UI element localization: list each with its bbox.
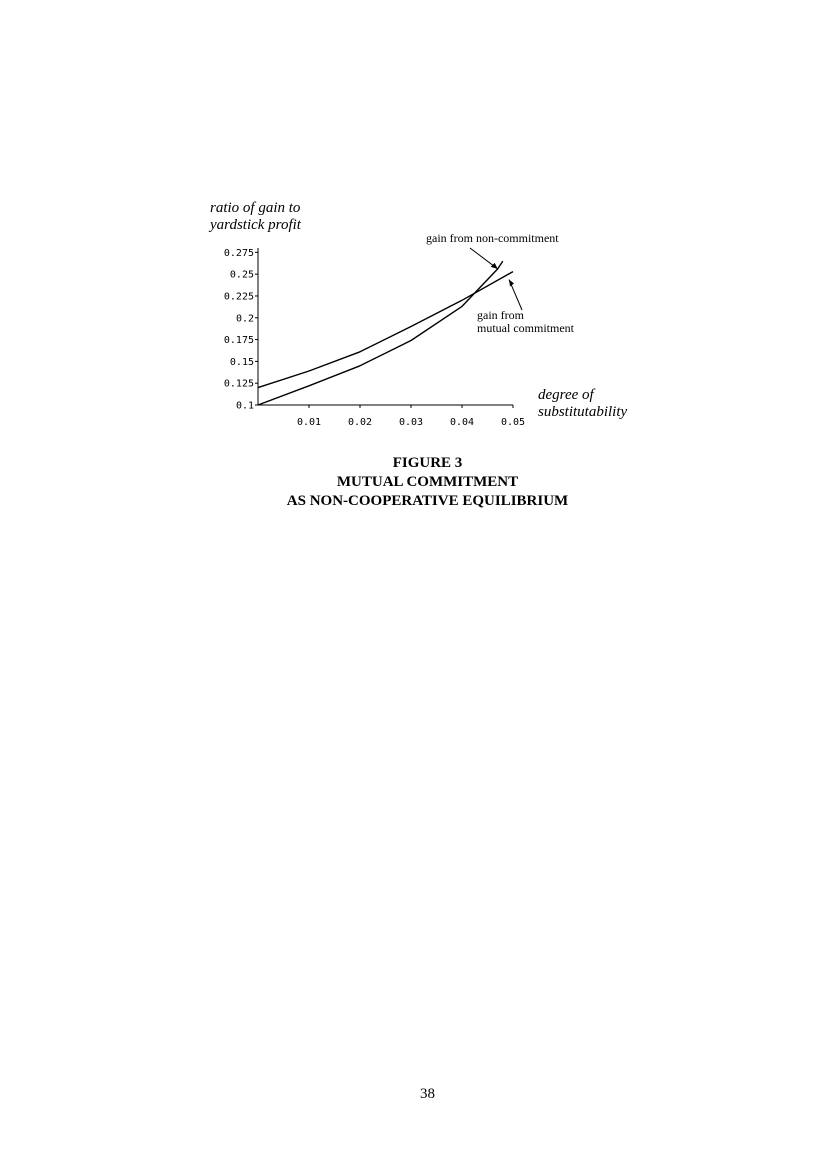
figure-title-line-2: AS NON-COOPERATIVE EQUILIBRIUM (286, 493, 569, 509)
figure-number: FIGURE 3 (392, 455, 463, 471)
y-axis-label-line-2: yardstick profit (210, 217, 301, 233)
chart-lines (258, 261, 513, 405)
y-tick-label-4: 0.2 (235, 313, 254, 325)
x-tick-label-2: 0.03 (398, 417, 424, 428)
y-tick-label-7: 0.275 (223, 247, 254, 259)
x-tick-label-4: 0.05 (500, 417, 526, 428)
y-tick-label-0: 0.1 (235, 400, 254, 412)
annotation-arrows (470, 248, 522, 310)
figure-title-line-1: MUTUAL COMMITMENT (336, 474, 519, 490)
series-line-mutual-commitment (258, 272, 513, 388)
x-tick-label-1: 0.02 (347, 417, 373, 428)
y-tick-label-5: 0.225 (223, 291, 254, 303)
y-tick-label-3: 0.175 (223, 335, 254, 347)
annotation-mutual-commitment-line-1: gain from (477, 308, 524, 322)
x-axis-label (538, 387, 627, 421)
annotation-non-commitment: gain from non-commitment (426, 231, 559, 245)
series-line-non-commitment (258, 261, 503, 405)
x-tick-label-0: 0.01 (296, 417, 322, 428)
y-tick-label-2: 0.15 (229, 356, 254, 368)
y-tick-label-6: 0.25 (229, 269, 254, 281)
x-axis-label-line-2: substitutability (538, 404, 628, 420)
y-axis-label-line-1: ratio of gain to (210, 200, 301, 216)
y-tick-label-1: 0.125 (223, 378, 254, 390)
x-tick-label-3: 0.04 (449, 417, 475, 428)
figure-caption (0, 454, 827, 511)
page-number: 38 (420, 1086, 435, 1102)
chart-axes (258, 248, 513, 405)
x-axis-label-line-1: degree of (538, 387, 594, 403)
annotation-mutual-commitment-line-2: mutual commitment (477, 321, 574, 335)
y-axis-label (210, 200, 301, 234)
annotation-mutual-commitment (477, 309, 574, 335)
